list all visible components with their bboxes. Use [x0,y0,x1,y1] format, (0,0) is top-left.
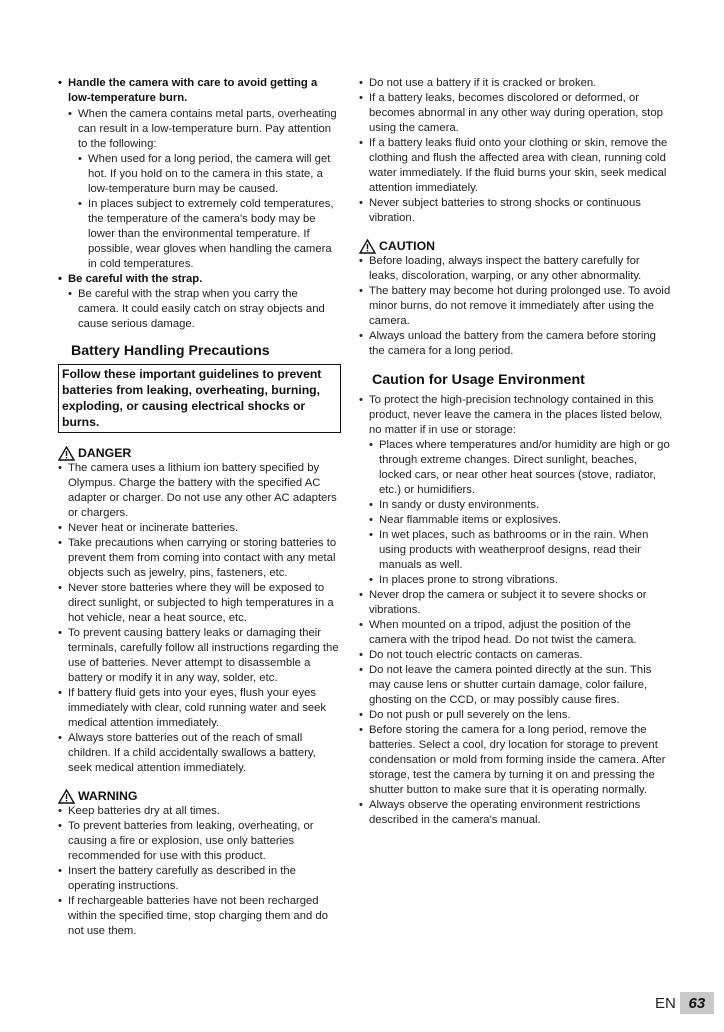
left-column [58,76,341,939]
danger-item: • Always store batteries out of the reach of small children. If a child accidentally swallows a battery, seek medical attention immediately. [58,731,341,776]
danger-item: • To prevent causing battery leaks or damaging their terminals, carefully follow all instructions regarding the use of batteries. Never attempt to disassemble a battery or modify it in any way, solder, etc. [58,626,341,686]
usage-item: • Before storing the camera for a long period, remove the batteries. Select a cool, dry location for storage to prevent condensation or mold from forming inside the camera. After storage, test the camera by turning it on and pressing the shutter button to make sure that it is operating normally. [359,723,671,798]
page-number: 63 [680,992,714,1014]
danger-item: • If battery fluid gets into your eyes, flush your eyes immediately with clear, cold running water and seek medical attention immediately. [58,686,341,731]
warning-item: • If rechargeable batteries have not been recharged within the specified time, stop charging them and do not use them. [58,894,341,939]
battery-item: • Never subject batteries to strong shocks or continuous vibration. [359,196,671,226]
usage-intro: • To protect the high-precision technology contained in this product, never leave the camera in the places listed below, no matter if in use or storage: [359,393,671,438]
battery-section-title: Battery Handling Precautions [71,343,270,359]
usage-item: • Always observe the operating environment restrictions described in the camera's manual. [359,798,671,828]
danger-label: DANGER [78,446,132,460]
battery-item: • If a battery leaks, becomes discolored or deformed, or becomes abnormal in any other way during operation, stop using the camera. [359,91,671,136]
usage-item: • Do not touch electric contacts on cameras. [359,648,671,663]
warning-label: WARNING [78,789,138,803]
caution-item: • Before loading, always inspect the battery carefully for leaks, discoloration, warping, or any other abnormality. [359,254,671,284]
caution-heading [359,239,671,254]
cold-burn-item: • When used for a long period, the camera will get hot. If you hold on to the camera in this state, a low-temperature burn may be caused. [58,152,341,197]
danger-heading [58,446,341,461]
warning-item: • Keep batteries dry at all times. [58,804,341,819]
warning-triangle-icon [58,446,75,461]
usage-place-item: • Places where temperatures and/or humidity are high or go through extreme changes. Direct sunlight, beaches, locked cars, or near other heat sources (stove, radiator, etc.) or humidifiers. [359,438,671,498]
danger-item: • Never store batteries where they will be exposed to direct sunlight, or subjected to high temperatures in a hot vehicle, near a heat source, etc. [58,581,341,626]
danger-item: • The camera uses a lithium ion battery specified by Olympus. Charge the battery with the specified AC adapter or charger. Do not use any other AC adapters or chargers. [58,461,341,521]
usage-item: • Do not leave the camera pointed directly at the sun. This may cause lens or shutter curtain damage, color failure, ghosting on the CCD, or may possibly cause fires. [359,663,671,708]
cold-burn-heading: • Handle the camera with care to avoid getting a low-temperature burn. [58,76,341,106]
usage-place-item: • In places prone to strong vibrations. [359,573,671,588]
usage-item: • Never drop the camera or subject it to severe shocks or vibrations. [359,588,671,618]
battery-item: • If a battery leaks fluid onto your clothing or skin, remove the clothing and flush the affected area with clean, running cold water immediately. If the fluid burns your skin, seek medical attention immediately. [359,136,671,196]
warning-triangle-icon [58,789,75,804]
usage-place-item: • In sandy or dusty environments. [359,498,671,513]
right-column [359,76,671,828]
caution-item: • The battery may become hot during prolonged use. To avoid minor burns, do not remove it immediately after using the camera. [359,284,671,329]
language-label: EN [655,994,676,1012]
warning-item: • Insert the battery carefully as described in the operating instructions. [58,864,341,894]
usage-item: • When mounted on a tripod, adjust the position of the camera with the tripod head. Do not twist the camera. [359,618,671,648]
page-footer [655,992,714,1014]
caution-item: • Always unload the battery from the camera before storing the camera for a long period. [359,329,671,359]
usage-section-title: Caution for Usage Environment [372,372,585,388]
battery-item: • Do not use a battery if it is cracked or broken. [359,76,671,91]
strap-item: • Be careful with the strap when you carry the camera. It could easily catch on stray objects and cause serious damage. [58,287,341,332]
warning-triangle-icon [359,239,376,254]
caution-label: CAUTION [379,239,436,253]
cold-burn-item: • In places subject to extremely cold temperatures, the temperature of the camera's body may be lower than the environmental temperature. If possible, wear gloves when handling the camera in cold temperatures. [58,197,341,272]
battery-guideline-box: Follow these important guidelines to prevent batteries from leaking, overheating, burning, exploding, or causing electrical shocks or burns. [58,364,341,433]
usage-place-item: • Near flammable items or explosives. [359,513,671,528]
warning-item: • To prevent batteries from leaking, overheating, or causing a fire or explosion, use only batteries recommended for use with this product. [58,819,341,864]
strap-heading: • Be careful with the strap. [58,272,341,287]
cold-burn-intro: • When the camera contains metal parts, overheating can result in a low-temperature burn. Pay attention to the following: [58,107,341,152]
warning-heading [58,789,341,804]
danger-item: • Take precautions when carrying or storing batteries to prevent them from coming into contact with any metal objects such as jewelry, pins, fasteners, etc. [58,536,341,581]
usage-place-item: • In wet places, such as bathrooms or in the rain. When using products with weatherproof designs, read their manuals as well. [359,528,671,573]
usage-item: • Do not push or pull severely on the lens. [359,708,671,723]
danger-item: • Never heat or incinerate batteries. [58,521,341,536]
